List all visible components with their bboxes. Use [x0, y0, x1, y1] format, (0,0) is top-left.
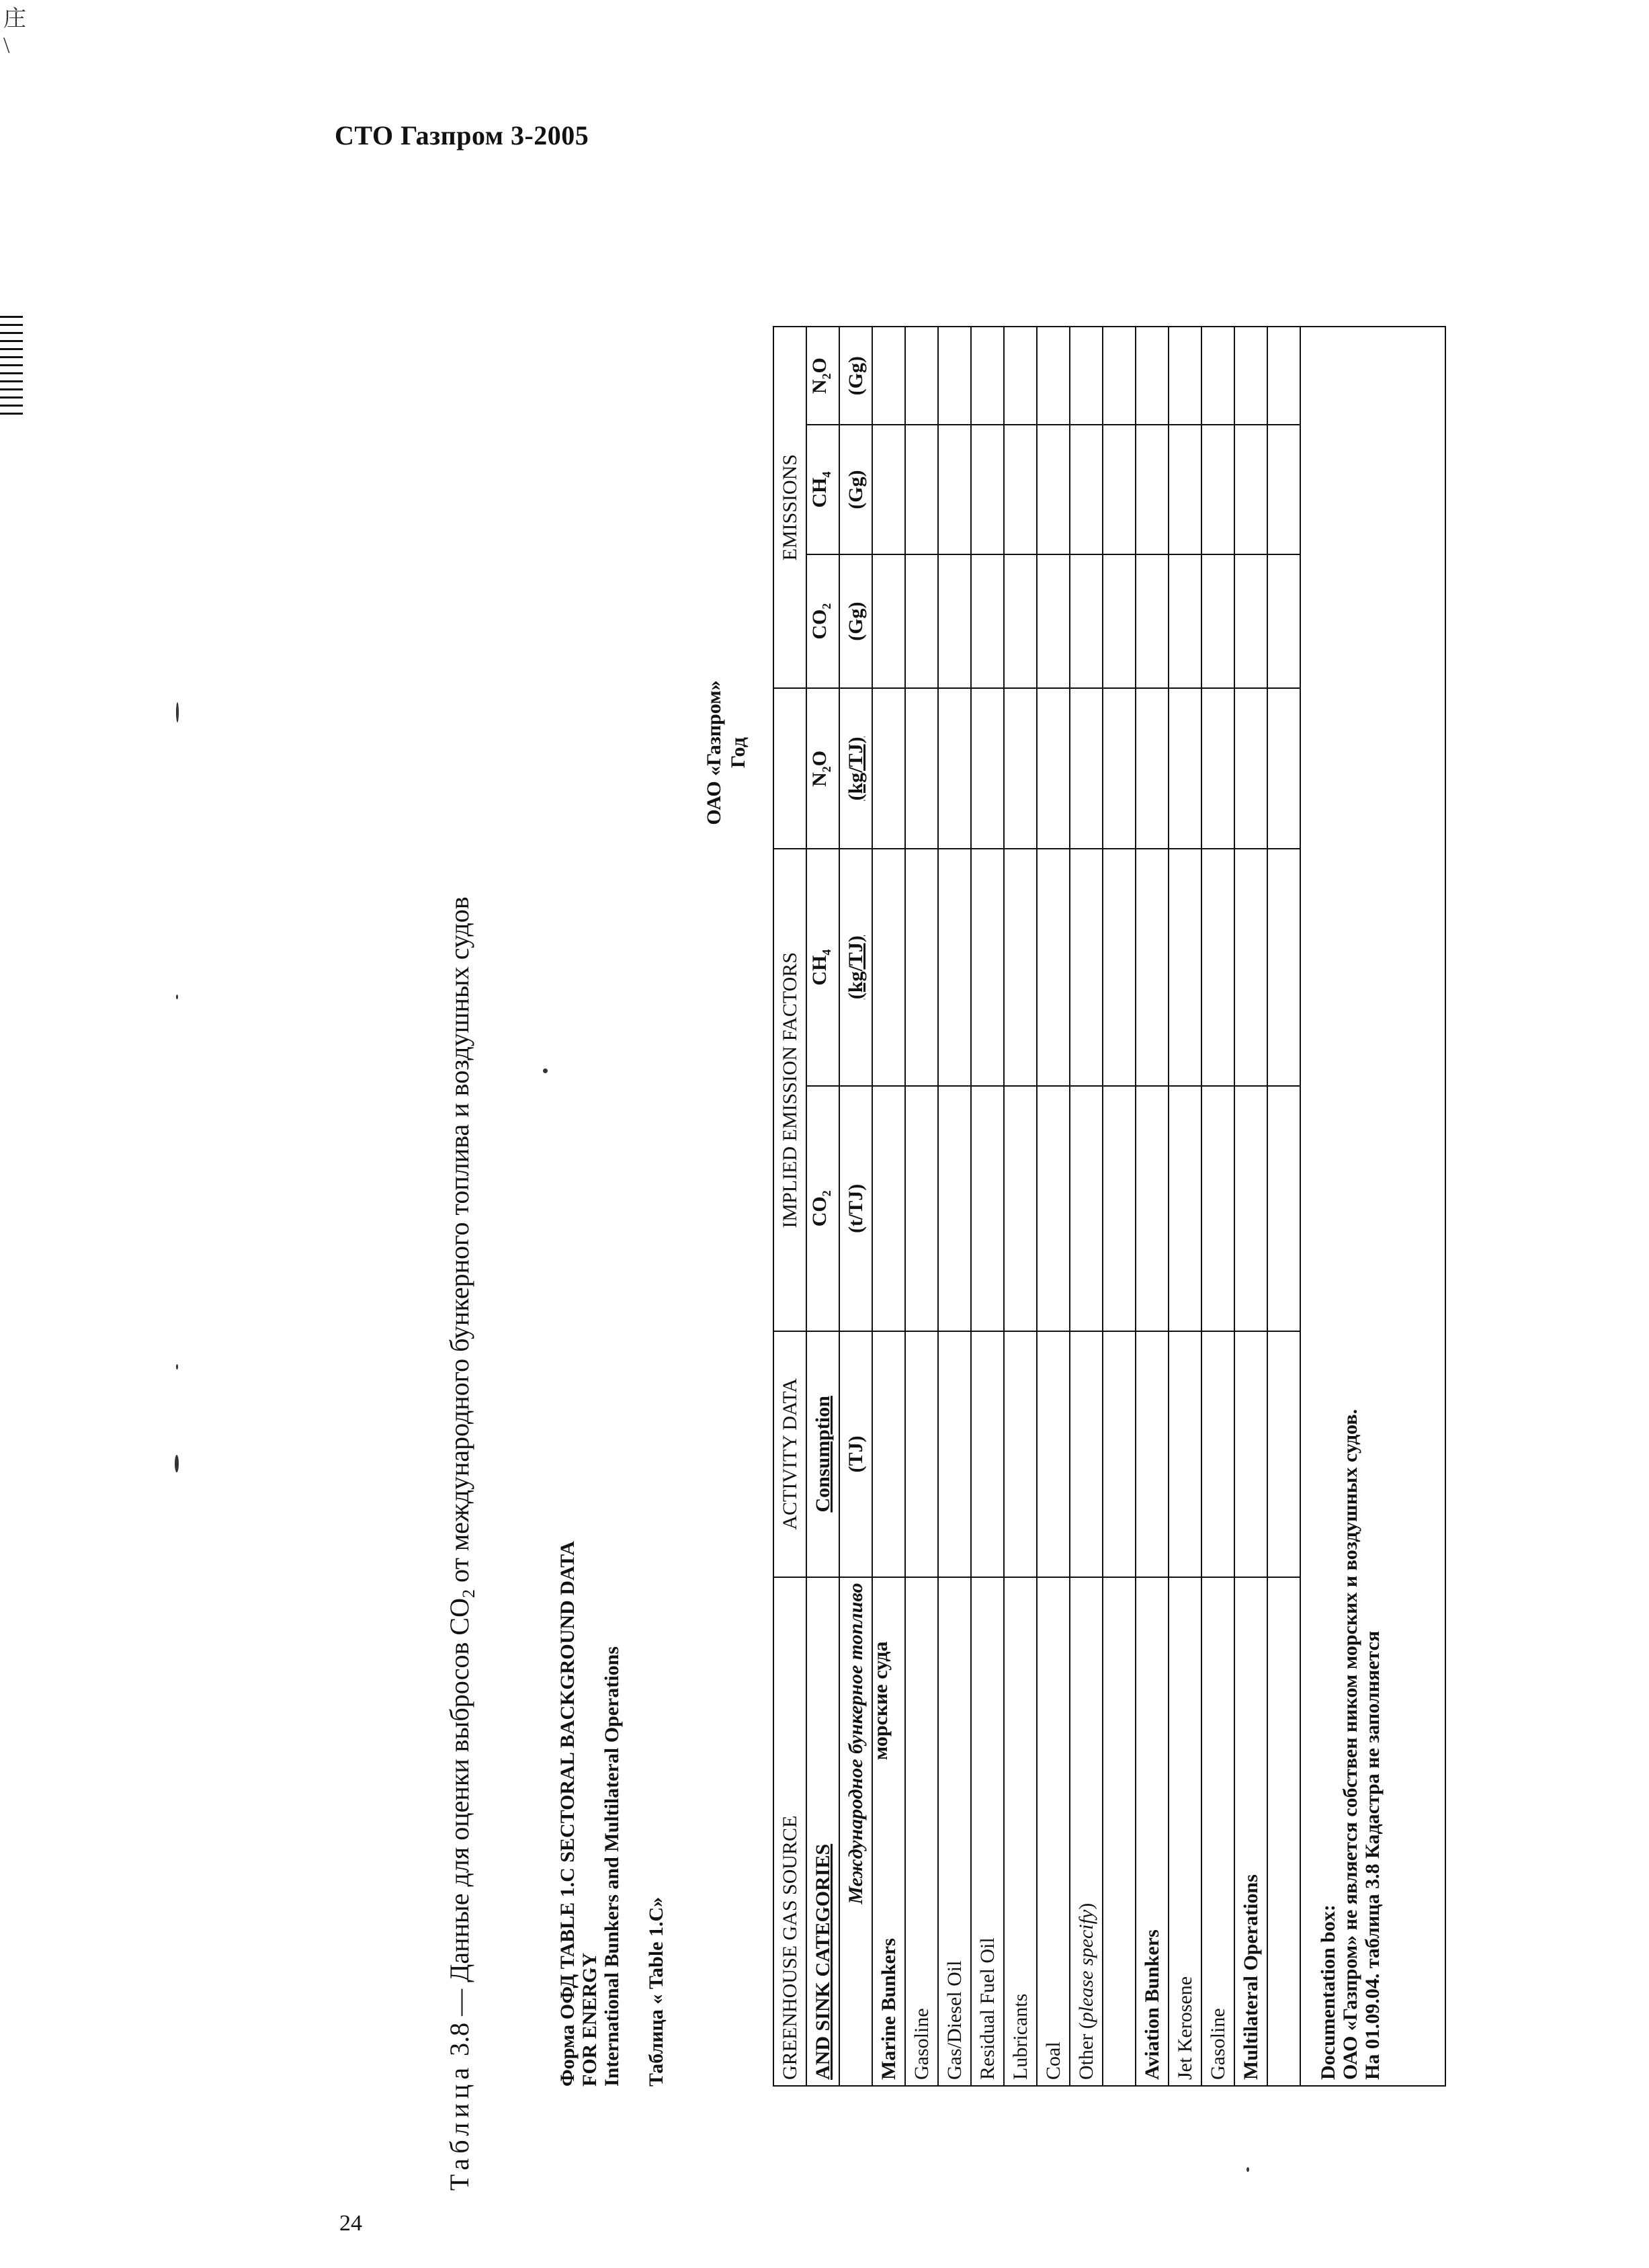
unit-gg-co2: (Gg): [839, 554, 872, 688]
header-emissions: EMISSIONS: [773, 327, 806, 688]
documentation-title: Documentation box:: [1317, 1904, 1339, 2080]
header-consumption: Consumption: [806, 1331, 839, 1577]
document-header: СТО Газпром 3-2005: [335, 120, 589, 151]
table-row: [1267, 327, 1300, 2086]
row-label-marine: Marine Bunkers морские суда: [872, 1577, 905, 2086]
table-label: Таблица « Table 1.C»: [645, 1896, 667, 2087]
header-row-2: [806, 327, 839, 2086]
row-label-aviation: Aviation Bunkers: [1136, 1577, 1169, 2086]
table-row: [905, 327, 938, 2086]
documentation-box: [1300, 327, 1445, 2086]
header-ch4-ief: $CH_4$: [806, 849, 839, 1086]
organization-block: [702, 578, 751, 927]
header-source: GREENHOUSE GAS SOURCE: [773, 1577, 806, 2086]
table-row: [1103, 327, 1136, 2086]
table-row: [938, 327, 971, 2086]
caption-label: Таблица: [444, 2062, 474, 2191]
year-label: Год: [727, 737, 749, 768]
caption-text-end: от международного бункерного топлива и воздушных судов: [444, 896, 474, 1589]
header-ief: IMPLIED EMISSION FACTORS: [773, 849, 806, 1332]
header-row-3: [839, 327, 872, 2086]
form-title-line1: Форма ОФД TABLE 1.C SECTORAL BACKGROUND DATA: [556, 1541, 579, 2087]
table-row: [1201, 327, 1234, 2086]
rotated-page-content: [443, 242, 1586, 2191]
header-blank: [773, 688, 806, 849]
caption-text: 3.8 — Данные для оценки выбросов CO: [444, 1598, 474, 2063]
table-row: [1037, 327, 1070, 2086]
documentation-row: [1300, 327, 1445, 2086]
row-label-gasoline2: Gasoline: [1201, 1577, 1234, 2086]
margin-mark: [0, 316, 23, 417]
caption-subscript: 2: [459, 1589, 478, 1598]
header-n2o-em: $N_2O$: [806, 327, 839, 425]
header-categories: AND SINK CATEGORIES: [806, 1577, 839, 2086]
bunker-fuel-label: Международное бункерное топливо: [839, 1577, 872, 2086]
table-row: [1169, 327, 1201, 2086]
header-co2-em: $CO_2$: [806, 554, 839, 688]
unit-ttj: (t/TJ): [839, 1086, 872, 1331]
table-row: [971, 327, 1004, 2086]
header-ch4-em: $CH_4$: [806, 425, 839, 554]
scan-speck: [1246, 2167, 1249, 2172]
documentation-line2: На 01.09.04. таблица 3.8 Кадастра не заполняется: [1361, 1630, 1384, 2080]
organization-name: ОАО «Газпром»: [703, 680, 725, 825]
form-title-line3: International Bunkers and Multilateral Operations: [601, 1646, 623, 2087]
row-label-other: Other (please specify): [1070, 1577, 1103, 2086]
table-row: [1234, 327, 1267, 2086]
form-title: [556, 1541, 623, 2087]
header-n2o-ief: $N_2O$: [806, 688, 839, 849]
header-activity: ACTIVITY DATA: [773, 1331, 806, 1577]
row-label-multilateral: Multilateral Operations: [1234, 1577, 1267, 2086]
table-caption: [443, 896, 479, 2191]
table-row: [1004, 327, 1037, 2086]
table-row: [872, 327, 905, 2086]
unit-gg-n2o: (Gg): [839, 327, 872, 425]
scan-speck: [176, 995, 178, 999]
page-number: 24: [339, 2211, 362, 2236]
form-title-line2: FOR ENERGY: [579, 1952, 601, 2087]
scan-speck: [175, 1455, 179, 1472]
row-label-lubricants: Lubricants: [1004, 1577, 1037, 2086]
unit-kgtj-ch4: (kg/TJ): [839, 849, 872, 1086]
table-row: [1136, 327, 1169, 2086]
unit-gg-ch4: (Gg): [839, 425, 872, 554]
header-co2-ief: $CO_2$: [806, 1086, 839, 1331]
row-label-residual: Residual Fuel Oil: [971, 1577, 1004, 2086]
scan-speck: [176, 1364, 178, 1370]
header-row-1: [773, 327, 806, 2086]
row-label-coal: Coal: [1037, 1577, 1070, 2086]
scan-speck: [543, 1068, 548, 1073]
row-label-jet: Jet Kerosene: [1169, 1577, 1201, 2086]
unit-kgtj-n2o: (kg/TJ): [839, 688, 872, 849]
scan-speck: [176, 702, 179, 722]
documentation-line1: ОАО «Газпром» не является собствен ником морских и воздушных судов.: [1339, 1409, 1361, 2080]
table-row: [1070, 327, 1103, 2086]
row-label-gasoline: Gasoline: [905, 1577, 938, 2086]
bunkers-table: [773, 326, 1446, 2087]
unit-tj: (TJ): [839, 1331, 872, 1577]
row-label-gasdiesel: Gas/Diesel Oil: [938, 1577, 971, 2086]
margin-scribble: 庄 \: [3, 7, 26, 58]
